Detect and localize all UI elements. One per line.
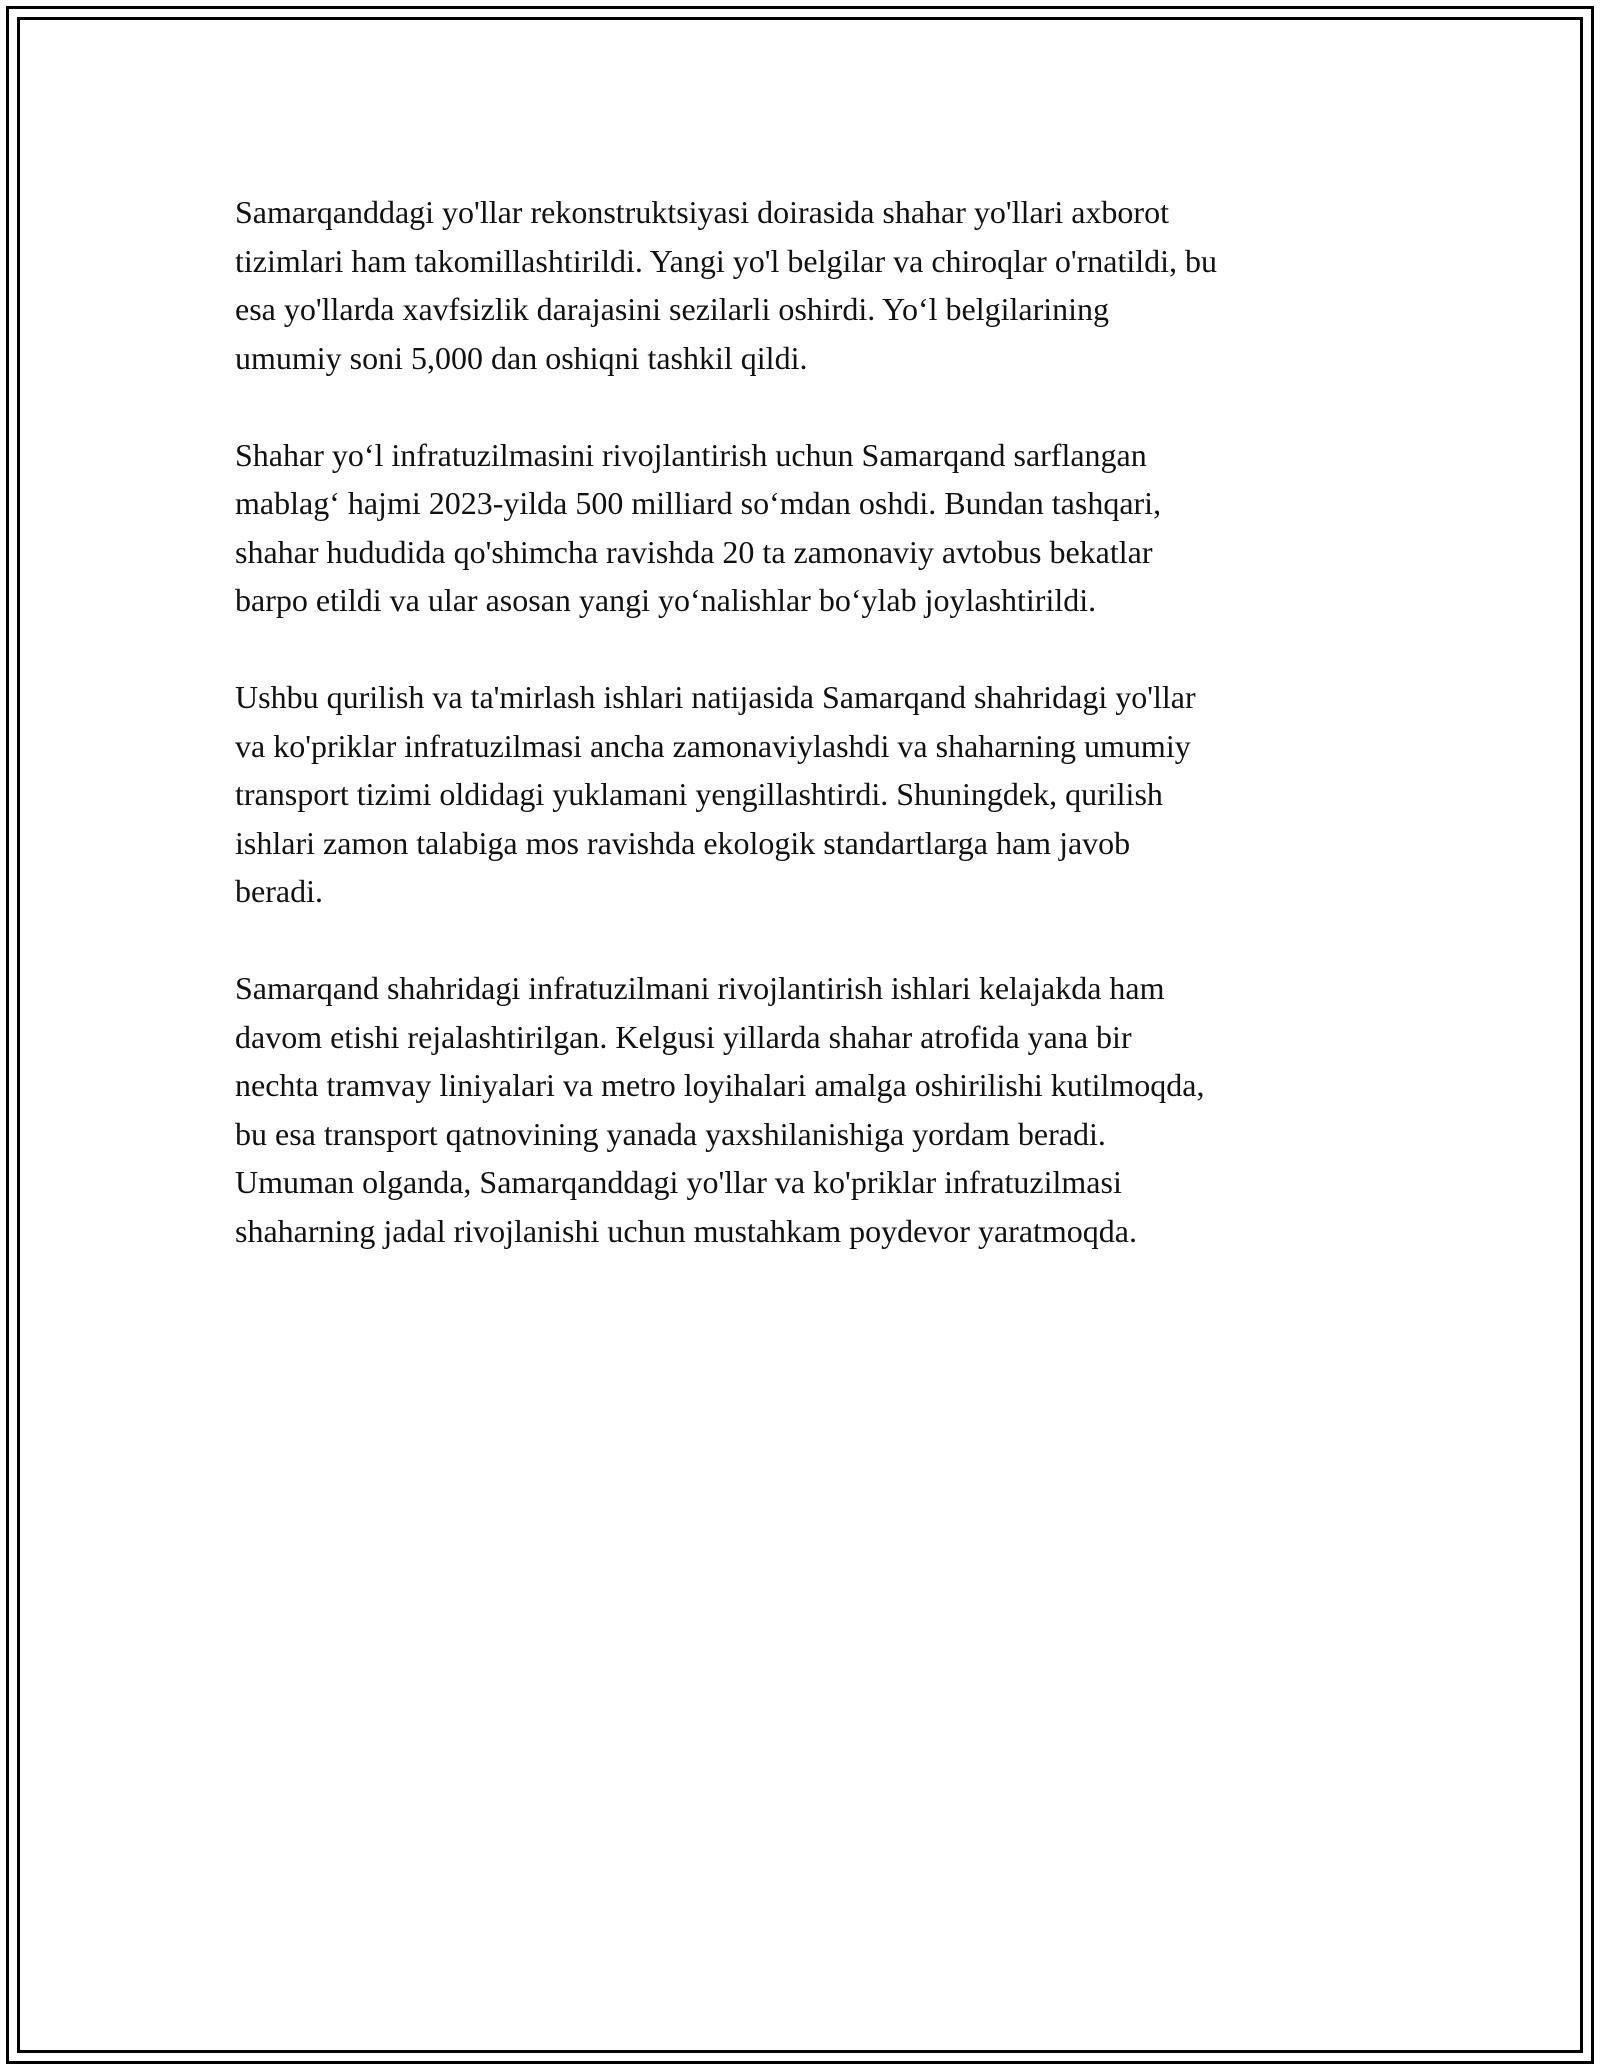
document-body xyxy=(235,188,1385,1304)
paragraph-1: Samarqanddagi yo'llar rekonstruktsiyasi doirasida shahar yo'llari axborot tizimlari ham takomillashtirildi. Yangi yo'l belgilar va chiroqlar o'rnatildi, bu esa yo'llarda xavfsizlik darajasini sezilarli oshirdi. Yo‘l belgilarining umumiy soni 5,000 dan oshiqni tashkil qildi. xyxy=(235,194,1218,376)
paragraph-3: Ushbu qurilish va ta'mirlash ishlari natijasida Samarqand shahridagi yo'llar va ko'priklar infratuzilmasi ancha zamonaviylashdi va shaharning umumiy transport tizimi oldidagi yuklamani yengillashtirdi. Shuningdek, qurilish ishlari zamon talabiga mos ravishda ekologik standartlarga ham javob beradi. xyxy=(235,679,1196,909)
paragraph-4: Samarqand shahridagi infratuzilmani rivojlantirish ishlari kelajakda ham davom etishi rejalashtirilgan. Kelgusi yillarda shahar atrofida yana bir nechta tramvay liniyalari va metro loyihalari amalga oshirilishi kutilmoqda, bu esa transport qatnovining yanada yaxshilanishiga yordam beradi. Umuman olganda, Samarqanddagi yo'llar va ko'priklar infratuzilmasi shaharning jadal rivojlanishi uchun mustahkam poydevor yaratmoqda. xyxy=(235,970,1205,1249)
paragraph-2: Shahar yo‘l infratuzilmasini rivojlantirish uchun Samarqand sarflangan mablag‘ hajmi 2023-yilda 500 milliard so‘mdan oshdi. Bundan tashqari, shahar hududida qo'shimcha ravishda 20 ta zamonaviy avtobus bekatlar barpo etildi va ular asosan yangi yo‘nalishlar bo‘ylab joylashtirildi. xyxy=(235,436,1162,618)
